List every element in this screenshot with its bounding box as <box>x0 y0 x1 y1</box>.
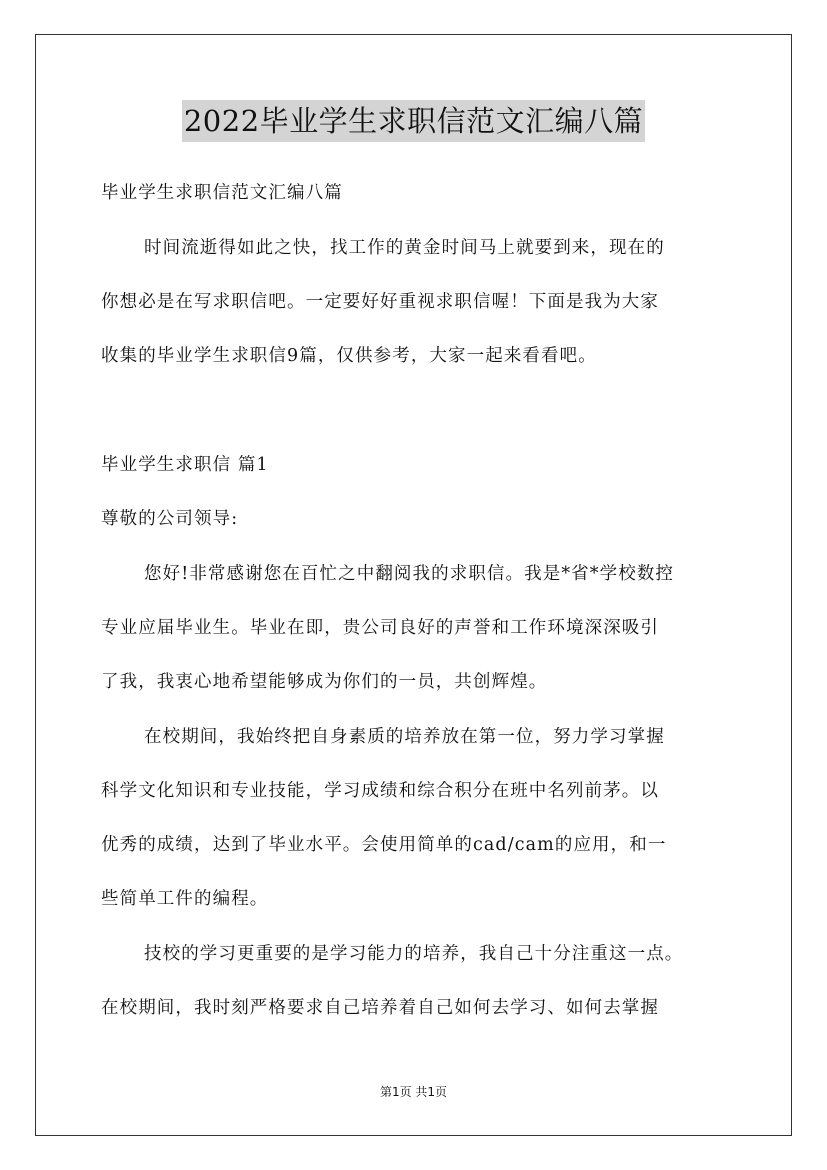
page-footer: 第1页 共1页 <box>379 1085 448 1099</box>
subtitle-line: 毕业学生求职信范文汇编八篇 <box>101 183 343 203</box>
body-paragraph-line: 优秀的成绩，达到了毕业水平。会使用简单的cad/cam的应用，和一 <box>101 835 667 855</box>
body-paragraph-line: 在校期间，我时刻严格要求自己培养着自己如何去学习、如何去掌握 <box>101 998 659 1018</box>
body-paragraph-line: 专业应届毕业生。毕业在即，贵公司良好的声誉和工作环境深深吸引 <box>101 618 659 638</box>
body-paragraph-line: 些简单工件的编程。 <box>101 889 269 909</box>
body-paragraph-line: 科学文化知识和专业技能，学习成绩和综合积分在班中名列前茅。以 <box>101 781 659 801</box>
intro-paragraph-line: 你想必是在写求职信吧。一定要好好重视求职信喔！下面是我为大家 <box>101 292 659 312</box>
intro-paragraph-line: 时间流逝得如此之快，找工作的黄金时间马上就要到来，现在的 <box>144 238 665 258</box>
body-paragraph-line: 技校的学习更重要的是学习能力的培养，我自己十分注重这一点。 <box>144 944 684 964</box>
intro-paragraph-line: 收集的毕业学生求职信9篇，仅供参考，大家一起来看看吧。 <box>101 346 597 366</box>
salutation: 尊敬的公司领导: <box>101 509 239 529</box>
body-paragraph-line: 您好!非常感谢您在百忙之中翻阅我的求职信。我是*省*学校数控 <box>144 564 675 584</box>
body-paragraph-line: 在校期间，我始终把自身素质的培养放在第一位，努力学习掌握 <box>144 727 665 747</box>
section-heading: 毕业学生求职信 篇1 <box>101 455 269 475</box>
document-title: 2022毕业学生求职信范文汇编八篇 <box>0 100 827 142</box>
body-paragraph-line: 了我，我衷心地希望能够成为你们的一员，共创辉煌。 <box>101 672 548 692</box>
